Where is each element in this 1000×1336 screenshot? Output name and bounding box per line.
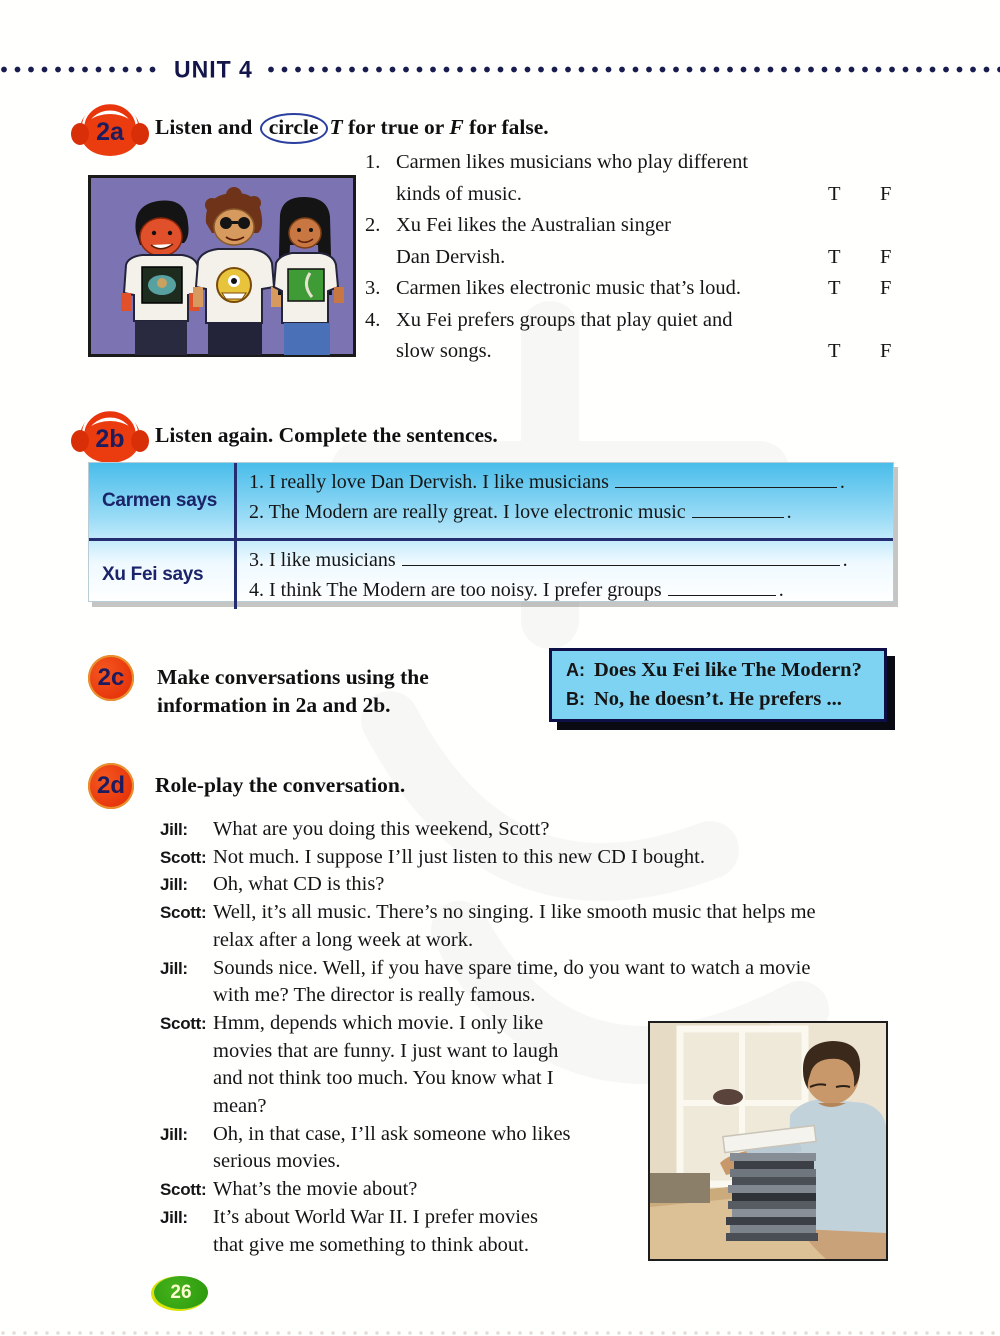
q3-number: 3. (365, 277, 381, 299)
man-with-cds-photo (648, 1021, 888, 1261)
speaker-label: Scott: (160, 903, 207, 923)
speaker-label: Jill: (160, 875, 188, 895)
q2-true-option: T (828, 245, 841, 268)
q3-true-option: T (828, 277, 841, 299)
question-3-line-1 (365, 277, 910, 309)
badge-2d (88, 763, 134, 809)
q1-text-cont: kinds of music. (396, 182, 522, 205)
badge-2b (68, 408, 152, 466)
q2-number: 2. (365, 214, 381, 236)
speaker-a-label: A: (566, 660, 585, 680)
unit-title: UNIT 4 (174, 54, 253, 83)
teens-band-shirts-illustration (88, 175, 356, 357)
question-4-line-1 (365, 309, 910, 341)
page-number: 26 (170, 1281, 192, 1303)
title-2a-pre: Listen and (155, 115, 253, 139)
speaker-carmen: Carmen says (102, 489, 217, 511)
carmen-sentences (237, 463, 893, 538)
q4-number: 4. (365, 308, 381, 331)
section-2a-title (155, 113, 549, 144)
dialogue-turn (160, 844, 910, 872)
badge-2b-label: 2b (95, 425, 125, 453)
true-false-questions (365, 151, 910, 372)
speaker-label: Jill: (160, 958, 188, 978)
dialogue-turn (160, 816, 910, 844)
question-1-line-1 (365, 151, 910, 183)
bottom-dotted-rule (0, 1330, 1000, 1336)
xufei-sentences (237, 541, 893, 609)
badge-2a-label: 2a (96, 118, 124, 146)
q1-number: 1. (365, 151, 381, 173)
q3-text: Carmen likes electronic music that’s loud. (396, 277, 741, 299)
sentence-4: 4. I think The Modern are too noisy. I prefer groups . (249, 579, 784, 601)
turn-text: Well, it’s all music. There’s no singing. I like smooth music that helps me relax after a long week at work. (213, 901, 816, 951)
q3-false-option: F (880, 277, 892, 299)
q4-true-option: T (828, 340, 841, 362)
q1-false-option: F (880, 182, 892, 205)
question-1-line-2 (365, 183, 910, 215)
q1-true-option: T (828, 182, 841, 205)
question-2-line-1 (365, 214, 910, 246)
badge-2d-label: 2d (96, 772, 125, 799)
q1-text: Carmen likes musicians who play different (396, 151, 749, 173)
speaker-label: Scott: (160, 1180, 207, 1200)
speaker-label: Scott: (160, 847, 207, 867)
speaker-b-label: B: (566, 689, 585, 709)
header-dots-left (0, 65, 162, 74)
q4-text-cont: slow songs. (396, 340, 492, 362)
sentence-2-blank (692, 502, 784, 518)
speaker-label: Jill: (160, 820, 188, 839)
page-header (0, 56, 1000, 82)
badge-2c-label: 2c (97, 664, 125, 691)
turn-text: What are you doing this weekend, Scott? (213, 818, 550, 840)
speaker-xufei: Xu Fei says (102, 564, 204, 585)
turn-text: What’s the movie about? (213, 1178, 418, 1201)
title-2a-circled-word: circle (260, 113, 328, 144)
q2-text-cont: Dan Dervish. (396, 245, 506, 268)
dialogue-turn (160, 899, 910, 954)
turn-text: Oh, in that case, I’ll ask someone who likes serious movies. (213, 1122, 571, 1173)
title-2a-mid: for true or (342, 115, 450, 139)
title-2c-line1: Make conversations using the (157, 665, 429, 689)
title-2c-line2: information in 2a and 2b. (157, 693, 391, 717)
speaker-label: Jill: (160, 1124, 188, 1144)
example-line-a: A: Does Xu Fei like The Modern? (566, 659, 862, 681)
turn-text: It’s about World War II. I prefer movies that give me something to think about. (213, 1205, 538, 1256)
title-2a-T: T (329, 115, 343, 139)
sentence-3-blank (402, 550, 840, 566)
section-2d-title: Role-play the conversation. (155, 773, 406, 797)
title-2a-F: F (449, 115, 464, 139)
turn-text: Oh, what CD is this? (213, 873, 385, 896)
q4-false-option: F (880, 340, 892, 362)
example-dialogue-box (549, 648, 887, 722)
sentence-1-blank (615, 472, 837, 488)
question-2-line-2 (365, 246, 910, 278)
header-dots-right (267, 65, 1000, 74)
turn-text: Sounds nice. Well, if you have spare time, do you want to watch a movie with me? The director is really famous. (213, 956, 811, 1007)
section-2c-title (157, 663, 429, 719)
q2-text: Xu Fei likes the Australian singer (396, 214, 671, 236)
example-line-b: B: No, he doesn’t. He prefers ... (566, 688, 842, 710)
complete-sentences-table (88, 462, 894, 602)
q4-text: Xu Fei prefers groups that play quiet and (396, 308, 733, 331)
sentence-3: 3. I like musicians . (249, 549, 848, 571)
sentence-1: 1. I really love Dan Dervish. I like musicians . (249, 471, 845, 493)
question-4-line-2 (365, 340, 910, 372)
speaker-label: Scott: (160, 1013, 207, 1033)
section-2b-title: Listen again. Complete the sentences. (155, 423, 498, 447)
badge-2c (88, 655, 134, 701)
badge-2a (68, 101, 152, 159)
sentence-4-blank (668, 580, 776, 596)
q2-false-option: F (880, 245, 892, 268)
turn-text: Hmm, depends which movie. I only like movies that are funny. I just want to laugh and not think too much. You know what I mean? (213, 1011, 559, 1118)
title-2a-post: for false. (463, 115, 549, 139)
dialogue-turn (160, 871, 910, 899)
dialogue-turn (160, 955, 910, 1010)
speaker-label: Jill: (160, 1207, 188, 1227)
turn-text: Not much. I suppose I’ll just listen to this new CD I bought. (213, 845, 705, 868)
sentence-2: 2. The Modern are really great. I love electronic music . (249, 501, 792, 523)
page-number-badge (154, 1276, 208, 1309)
